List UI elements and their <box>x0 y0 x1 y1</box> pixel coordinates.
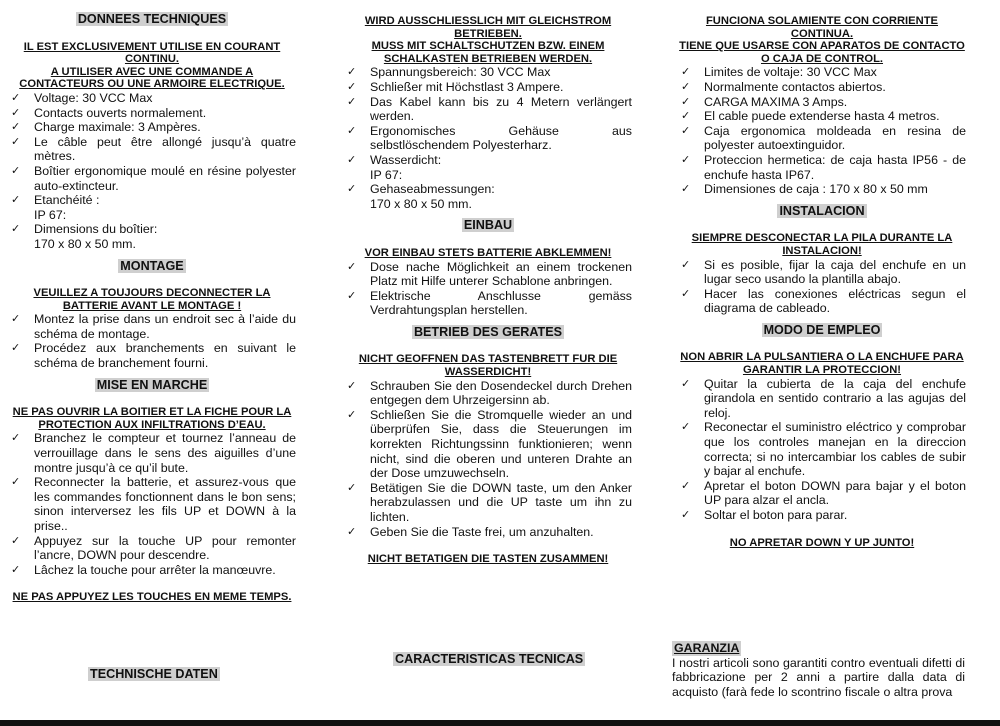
list-item: ✓ Limites de voltaje: 30 VCC Max <box>678 65 966 80</box>
list-item: ✓ Spannungsbereich: 30 VCC Max <box>344 65 632 80</box>
spec-list <box>678 65 966 196</box>
betrieb-list <box>344 379 632 540</box>
warning-instalacion: SIEMPRE DESCONECTAR LA PILA DURANTE LA INSTALACION! <box>691 232 953 257</box>
list-item: ✓ Charge maximale: 3 Ampères. <box>8 120 296 135</box>
list-item: ✓ CARGA MAXIMA 3 Amps. <box>678 95 966 110</box>
section-title-montage <box>8 259 296 274</box>
list-item: ✓ Montez la prise dans un endroit sec à l’aide du schéma de montage. <box>8 312 296 341</box>
list-item: ✓ Normalmente contactos abiertos. <box>678 80 966 95</box>
warning-down-up: NO APRETAR DOWN Y UP JUNTO! <box>729 536 915 549</box>
footer-title-technische-daten <box>88 667 220 682</box>
list-item: ✓ Procédez aux branchements en suivant le schéma de branchement fourni. <box>8 341 296 370</box>
section-title-mise-en-marche <box>8 378 296 393</box>
spec-list <box>8 91 296 252</box>
warning-corriente-continua: FUNCIONA SOLAMIENTE CON CORRIENTE CONTINUA. <box>705 15 939 40</box>
einbau-list <box>344 260 632 318</box>
list-item: ✓ Etanchéité : IP 67: <box>8 193 296 222</box>
section-title-text: MONTAGE <box>120 258 184 273</box>
footer-title-caracteristicas <box>393 652 585 667</box>
list-item: ✓ Si es posible, fijar la caja del enchufe en un lugar seco usando la plantilla abajo. <box>678 258 966 287</box>
list-item: ✓ Gehaseabmessungen: 170 x 80 x 50 mm. <box>344 182 632 211</box>
garanzia-block <box>672 641 965 699</box>
section-title-instalacion <box>678 204 966 219</box>
list-item: ✓ Caja ergonomica moldeada en resina de polyester autoextinguidor. <box>678 124 966 153</box>
warning-touches: NE PAS APPUYEZ LES TOUCHES EN MEME TEMPS. <box>12 591 292 604</box>
section-title-text: INSTALACION <box>779 203 865 218</box>
list-item: ✓ Wasserdicht: IP 67: <box>344 153 632 182</box>
bottom-bar <box>0 720 1000 726</box>
list-item: ✓ Appuyez sur la touche UP pour remonter l’ancre, DOWN pour descendre. <box>8 534 296 563</box>
warning-aparatos-contacto: TIENE QUE USARSE CON APARATOS DE CONTACTO O CAJA DE CONTROL. <box>679 40 965 65</box>
list-item: ✓ Apretar el boton DOWN para bajar y el boton UP para alzar el ancla. <box>678 479 966 508</box>
montage-list <box>8 312 296 370</box>
warning-modo-de-empleo: NON ABRIR LA PULSANTIERA O LA ENCHUFE PARA GARANTIR LA PROTECCION! <box>680 351 964 377</box>
list-item: ✓ Contacts ouverts normalement. <box>8 106 296 121</box>
warning-montage: VEUILLEZ A TOUJOURS DECONNECTER LA BATTERIE AVANT LE MONTAGE ! <box>33 287 271 312</box>
section-title-donnees-techniques <box>8 12 296 27</box>
warning-schaltschutzen: MUSS MIT SCHALTSCHUTZEN BZW. EINEM SCHALKASTEN BETRIEBEN WERDEN. <box>371 40 605 65</box>
section-title-text: DONNEES TECHNIQUES <box>77 12 227 26</box>
modo-de-empleo-list <box>678 377 966 523</box>
list-item: ✓ Soltar el boton para parar. <box>678 508 966 523</box>
column-french <box>8 12 296 604</box>
list-item: ✓ Hacer las conexiones eléctricas segun el diagrama de cableado. <box>678 287 966 316</box>
list-item: ✓ Das Kabel kann bis zu 4 Metern verlängert werden. <box>344 95 632 124</box>
list-item: ✓ Betätigen Sie die DOWN taste, um den Anker herabzulassen und die UP taste um ihn zu lichten. <box>344 481 632 525</box>
warning-tasten: NICHT BETATIGEN DIE TASTEN ZUSAMMEN! <box>367 553 609 566</box>
list-item: ✓ Dimensiones de caja : 170 x 80 x 50 mm <box>678 182 966 197</box>
list-item: ✓ Voltage: 30 VCC Max <box>8 91 296 106</box>
list-item: ✓ Schließer mit Höchstlast 3 Ampere. <box>344 80 632 95</box>
column-spanish <box>678 12 966 549</box>
garanzia-text: I nostri articoli sono garantiti contro eventuali difetti di fabbricazione per 2 anni a partire dalla data di acquisto (farà fede lo scontrino fiscale o altra prova <box>672 655 965 699</box>
warning-contacteurs: A UTILISER AVEC UNE COMMANDE A CONTACTEURS OU UNE ARMOIRE ELECTRIQUE. <box>19 65 285 91</box>
list-item: ✓ Dose nache Möglichkeit an einem trockenen Platz mit Hilfe unterer Schablone anbringen. <box>344 260 632 289</box>
list-item: ✓ Schrauben Sie den Dosendeckel durch Drehen entgegen dem Uhrzeigersinn ab. <box>344 379 632 408</box>
list-item: ✓ Quitar la cubierta de la caja del enchufe girandola en sentido contrario a las agujas del reloj. <box>678 377 966 421</box>
list-item: ✓ Elektrische Anschlusse gemäss Verdrahtungsplan herstellen. <box>344 289 632 318</box>
warning-betrieb: NICHT GEOFFNEN DAS TASTENBRETT FUR DIE WASSERDICHT! <box>358 353 618 379</box>
garanzia-title: GARANZIA <box>674 641 740 655</box>
spec-list <box>344 65 632 211</box>
section-title-text: BETRIEB DES GERATES <box>413 324 563 339</box>
list-item: ✓ Reconnecter la batterie, et assurez-vous que les commandes fonctionnent dans le bon sens; sinon interversez les fils UP et DOWN à la prise.. <box>8 475 296 533</box>
list-item: ✓ Schließen Sie die Stromquelle wieder an und überprüfen Sie, dass die Steuerungen im korrekten Richtungssinn funktionieren; wenn nicht, sind die oberen und unteren Drahte an der Dose umzuwechseln. <box>344 408 632 481</box>
section-title-modo-de-empleo <box>678 323 966 338</box>
column-german <box>344 12 632 566</box>
footer-title-text: TECHNISCHE DATEN <box>90 667 218 681</box>
list-item: ✓ Proteccion hermetica: de caja hasta IP56 - de enchufe hasta IP67. <box>678 153 966 182</box>
section-title-text: MODO DE EMPLEO <box>763 322 881 337</box>
section-title-text: EINBAU <box>463 218 513 233</box>
instalacion-list <box>678 258 966 316</box>
list-item: ✓ El cable puede extenderse hasta 4 metros. <box>678 109 966 124</box>
section-title-einbau <box>344 218 632 233</box>
section-title-text: MISE EN MARCHE <box>96 377 208 392</box>
footer-title-text: CARACTERISTICAS TECNICAS <box>395 652 584 666</box>
warning-mise-en-marche: NE PAS OUVRIR LA BOITIER ET LA FICHE POUR LA PROTECTION AUX INFILTRATIONS D’EAU. <box>12 406 292 431</box>
list-item: ✓ Geben Sie die Taste frei, um anzuhalten. <box>344 525 632 540</box>
section-title-betrieb <box>344 325 632 340</box>
list-item: ✓ Reconectar el suministro eléctrico y comprobar que los controles manejan en la direccion correcta; si no intercambiar los cables de subir y bajar al enchufe. <box>678 420 966 478</box>
list-item: ✓ Le câble peut être allongé jusqu’à quatre mètres. <box>8 135 296 164</box>
warning-gleichstrom: WIRD AUSSCHLIESSLICH MIT GLEICHSTROM BETRIEBEN. <box>364 15 612 40</box>
list-item: ✓ Branchez le compteur et tournez l’anneau de verrouillage dans le sens des aiguilles d’une montre jusqu’à ce qu’il bute. <box>8 431 296 475</box>
list-item: ✓ Dimensions du boîtier: 170 x 80 x 50 mm. <box>8 222 296 251</box>
list-item: ✓ Ergonomisches Gehäuse aus selbstlöschendem Polyesterharz. <box>344 124 632 153</box>
list-item: ✓ Lâchez la touche pour arrêter la manœuvre. <box>8 563 296 578</box>
warning-einbau: VOR EINBAU STETS BATTERIE ABKLEMMEN! <box>364 246 612 259</box>
list-item: ✓ Boîtier ergonomique moulé en résine polyester auto-extincteur. <box>8 164 296 193</box>
mise-en-marche-list <box>8 431 296 577</box>
warning-courant-continu: IL EST EXCLUSIVEMENT UTILISE EN COURANT CONTINU. <box>23 40 281 66</box>
